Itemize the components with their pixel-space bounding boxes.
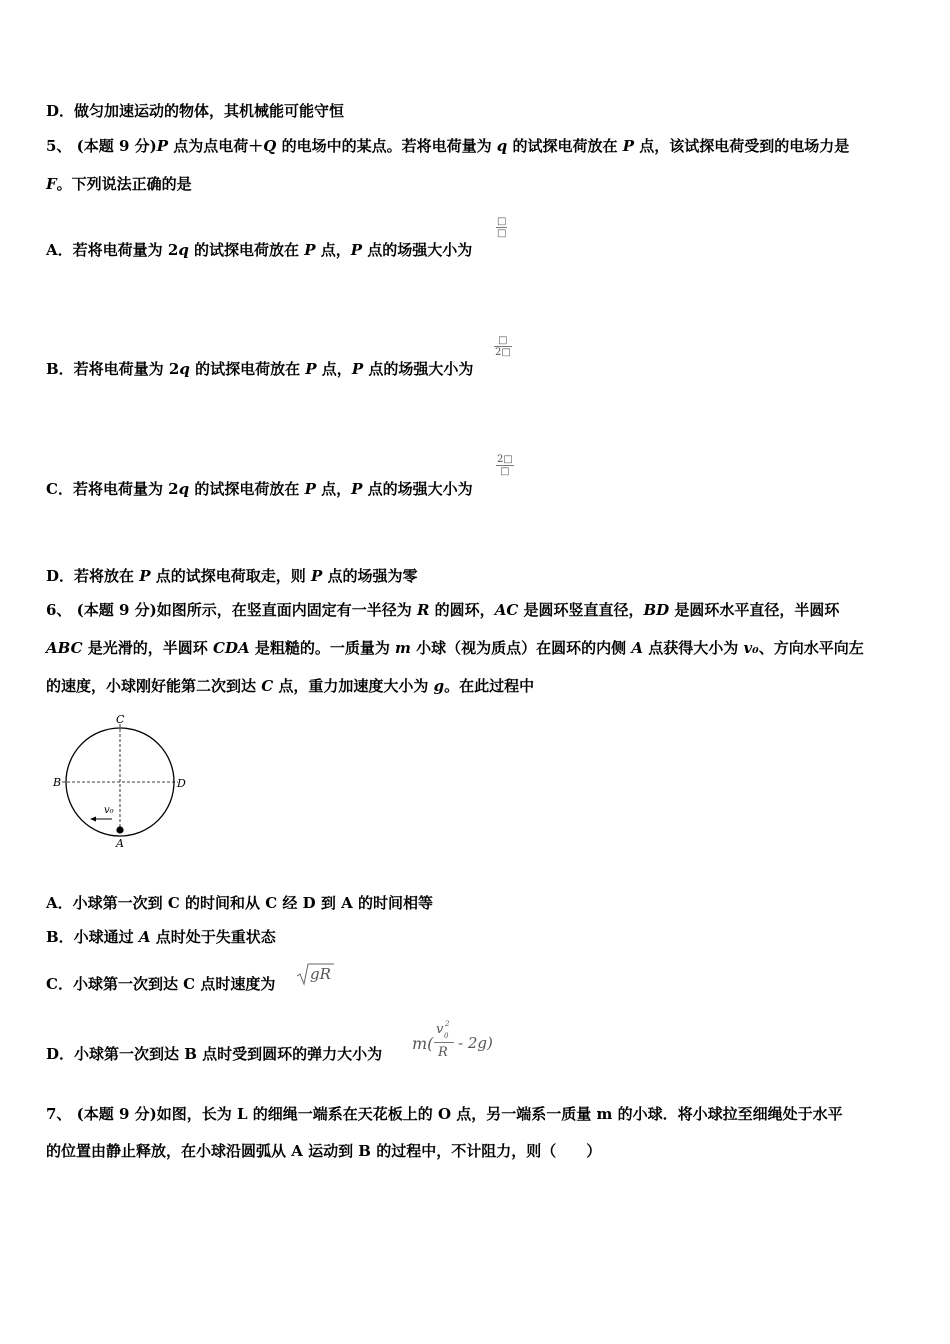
q6-stem-line3 xyxy=(46,676,534,696)
q5-option-b[interactable] xyxy=(46,359,473,379)
option-text: 的试探电荷放在 xyxy=(189,360,306,378)
question-score-tag: (本题 9 分) xyxy=(76,137,157,155)
label-c: C xyxy=(116,713,125,726)
var-a: A xyxy=(138,928,151,946)
fraction-image-a xyxy=(496,216,507,239)
q5-stem-line1 xyxy=(46,136,849,156)
q5-option-d[interactable] xyxy=(46,566,417,586)
formula-m: m( xyxy=(412,1034,434,1053)
var-bd: BD xyxy=(643,601,670,619)
label-a: A xyxy=(116,837,124,850)
option-label: D．若将放在 xyxy=(46,567,140,585)
fraction-numerator: □ xyxy=(497,216,507,227)
label-b: B xyxy=(53,776,62,789)
var-p: P xyxy=(304,241,316,259)
stem-text: 是圆环竖直直径， xyxy=(518,601,644,619)
option-label: C．若将电荷量为 2 xyxy=(46,480,179,498)
q5-option-c[interactable] xyxy=(46,479,473,499)
question-score-tag: (本题 9 分) xyxy=(76,601,157,619)
fraction-denominator: □ xyxy=(497,228,507,239)
var-q: q xyxy=(178,241,189,259)
option-text: 点， xyxy=(315,241,351,259)
var-m: m xyxy=(395,639,411,657)
option-label: B．若将电荷量为 2 xyxy=(46,360,180,378)
q5-stem-line2 xyxy=(46,174,192,194)
option-label: B．小球通过 xyxy=(46,928,139,946)
fraction-denominator: 2□ xyxy=(495,347,511,358)
option-text: 点， xyxy=(316,360,352,378)
sqrt-content: gR xyxy=(310,965,331,983)
q6-option-b[interactable] xyxy=(46,927,276,947)
var-p: P xyxy=(305,360,317,378)
option-text: D．小球第一次到达 B 点时受到圆环的弹力大小为 xyxy=(46,1045,383,1063)
var-p: P xyxy=(304,480,316,498)
q7-stem-line2 xyxy=(46,1141,601,1161)
question-score-tag: (本题 9 分) xyxy=(76,1105,157,1123)
var-p: P xyxy=(622,137,635,155)
q6-option-c[interactable] xyxy=(46,974,275,994)
formula-superscript: 2 xyxy=(445,1020,450,1028)
stem-text: 点获得大小为 xyxy=(643,639,744,657)
stem-text: 点，该试探电荷受到的电场力是 xyxy=(634,137,850,155)
var-p: P xyxy=(156,137,169,155)
var-q: Q xyxy=(263,137,277,155)
option-text: 点时处于失重状态 xyxy=(150,928,276,946)
option-text: 的试探电荷放在 xyxy=(189,480,305,498)
stem-text: 。在此过程中 xyxy=(444,677,535,695)
option-text: 点， xyxy=(315,480,352,498)
fraction-denominator: □ xyxy=(500,466,510,477)
option-text: A．小球第一次到 C 的时间和从 C 经 D 到 A 的时间相等 xyxy=(46,894,433,912)
var-f: F xyxy=(46,175,57,193)
formula-subscript: 0 xyxy=(444,1032,449,1040)
var-p: P xyxy=(351,480,363,498)
option-text: C．小球第一次到达 C 点时速度为 xyxy=(46,975,276,993)
var-v0: v₀ xyxy=(743,639,759,657)
fraction-image-b xyxy=(494,335,512,358)
var-ac: AC xyxy=(494,601,519,619)
option-text: 点的场强大小为 xyxy=(362,241,473,259)
var-q: q xyxy=(179,360,190,378)
question-number: 5、 xyxy=(46,137,72,155)
var-q-small: q xyxy=(496,137,508,155)
question-number: 7、 xyxy=(46,1105,72,1123)
velocity-arrow-head xyxy=(90,817,96,822)
formula-numerator: v xyxy=(436,1022,444,1037)
stem-text: 点，重力加速度大小为 xyxy=(273,677,434,695)
stem-text: 。下列说法正确的是 xyxy=(56,175,192,193)
var-q: q xyxy=(178,480,190,498)
label-d: D xyxy=(177,777,186,790)
stem-text: 是粗糙的。一质量为 xyxy=(249,639,396,657)
q6-option-a[interactable] xyxy=(46,893,433,913)
var-cda: CDA xyxy=(213,639,250,657)
stem-text: 是圆环水平直径，半圆环 xyxy=(669,601,840,619)
q5-option-a[interactable] xyxy=(46,240,472,260)
q6-option-d[interactable] xyxy=(46,1044,382,1064)
stem-text: 如图，长为 L 的细绳一端系在天花板上的 O 点，另一端系一质量 m 的小球．将小球拉至细绳处于水平 xyxy=(156,1105,843,1123)
option-text: 点的试探电荷取走，则 xyxy=(150,567,311,585)
var-p: P xyxy=(310,567,323,585)
ball-dot xyxy=(116,826,123,833)
option-text: 点的场强大小为 xyxy=(363,360,474,378)
stem-text: 的试探电荷放在 xyxy=(507,137,623,155)
option-text: 的试探电荷放在 xyxy=(188,241,305,259)
elastic-force-formula xyxy=(412,1020,512,1066)
stem-text: 的速度，小球刚好能第二次到达 xyxy=(46,677,262,695)
circle-ring-figure xyxy=(50,712,195,854)
question-number: 6、 xyxy=(46,601,72,619)
var-g: g xyxy=(433,677,445,695)
option-label: A．若将电荷量为 2 xyxy=(46,241,179,259)
option-text: 点的场强为零 xyxy=(322,567,418,585)
var-p: P xyxy=(139,567,151,585)
stem-text: 小球（视为质点）在圆环的内侧 xyxy=(410,639,632,657)
fraction-numerator: □ xyxy=(494,335,512,347)
label-v0: v₀ xyxy=(104,805,114,816)
var-r: R xyxy=(416,601,430,619)
var-p: P xyxy=(351,360,364,378)
stem-text: 点为点电荷＋ xyxy=(168,137,264,155)
q6-stem-line2 xyxy=(46,638,864,658)
option-text: 点的场强大小为 xyxy=(362,480,473,498)
formula-denominator: R xyxy=(438,1045,448,1060)
fraction-numerator: 2□ xyxy=(497,454,513,465)
stem-text: 的圆环， xyxy=(429,601,495,619)
var-c: C xyxy=(261,677,274,695)
var-abc: ABC xyxy=(46,639,83,657)
stem-text: 的位置由静止释放，在小球沿圆弧从 A 运动到 B 的过程中，不计阻力，则（ ） xyxy=(46,1142,602,1160)
option-text: D．做匀加速运动的物体，其机械能可能守恒 xyxy=(46,102,345,120)
var-p: P xyxy=(350,241,363,259)
q6-stem-line1 xyxy=(46,600,839,620)
stem-text: 如图所示，在竖直面内固定有一半径为 xyxy=(156,601,417,619)
formula-tail: - 2g) xyxy=(458,1034,493,1052)
fraction-bar xyxy=(434,1042,454,1043)
stem-text: 的电场中的某点。若将电荷量为 xyxy=(276,137,497,155)
sqrt-gr-formula xyxy=(296,962,336,986)
stem-text: 、方向水平向左 xyxy=(758,639,864,657)
stem-text: 是光滑的，半圆环 xyxy=(82,639,213,657)
var-a: A xyxy=(631,639,644,657)
fraction-image-c xyxy=(496,454,514,477)
prev-question-option-d xyxy=(46,101,344,121)
q7-stem-line1 xyxy=(46,1104,843,1124)
